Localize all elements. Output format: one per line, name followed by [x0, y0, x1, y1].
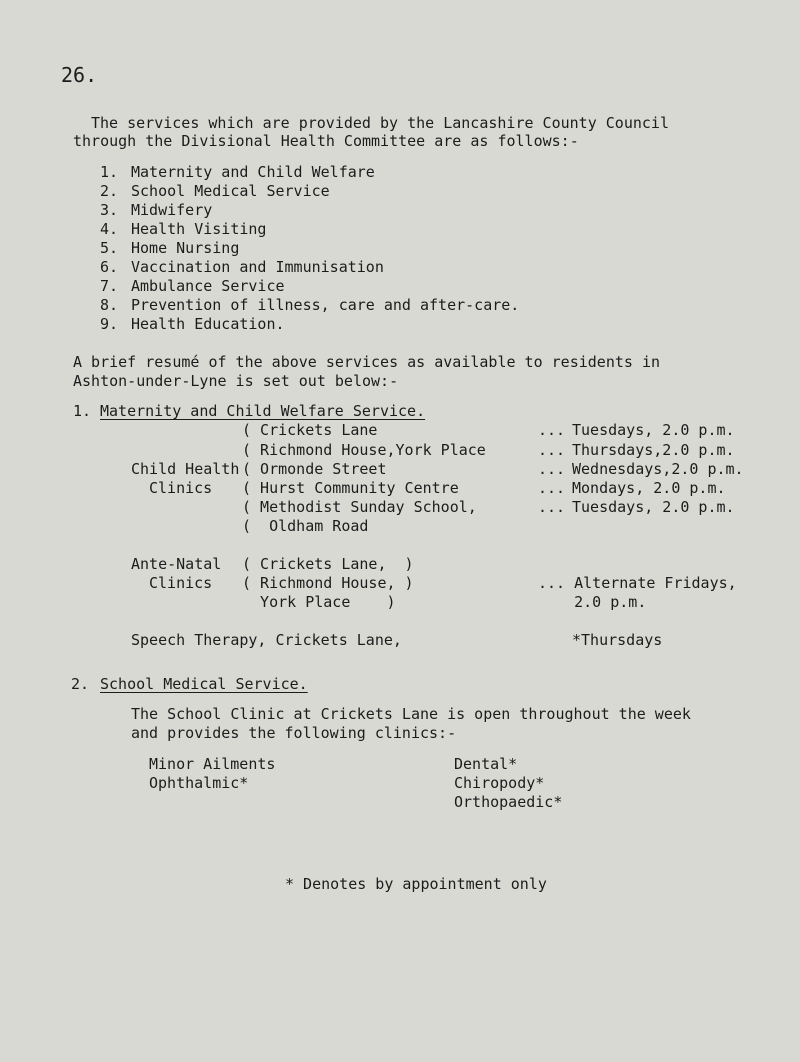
clinic-item: Minor Ailments — [149, 755, 276, 773]
clinic-item: Chiropody* — [454, 774, 545, 792]
antenatal-label: Clinics — [149, 574, 213, 592]
antenatal-place: ( Richmond House, ) — [242, 574, 414, 592]
clinic-time: Tuesdays, 2.0 p.m. — [572, 498, 735, 516]
list-item: Health Visiting — [131, 220, 267, 238]
list-item: School Medical Service — [131, 182, 330, 200]
clinic-item: Ophthalmic* — [149, 774, 249, 792]
list-item: Prevention of illness, care and after-care. — [131, 296, 520, 314]
clinic-dots: ... — [538, 441, 566, 459]
page-number: 26. — [61, 63, 98, 87]
clinic-place: ( Methodist Sunday School, — [242, 498, 477, 516]
clinic-dots: ... — [538, 421, 566, 439]
clinic-place: ( Oldham Road — [242, 517, 369, 535]
list-item: Ambulance Service — [131, 277, 285, 295]
clinic-time: Wednesdays,2.0 p.m. — [572, 460, 744, 478]
clinic-dots: ... — [538, 498, 566, 516]
list-item-number: 5. — [100, 239, 119, 257]
paragraph-line: The School Clinic at Crickets Lane is open throughout the week — [131, 705, 691, 723]
list-item: Home Nursing — [131, 239, 240, 257]
antenatal-place: York Place ) — [242, 593, 396, 611]
clinic-dots: ... — [538, 460, 566, 478]
intro-line: The services which are provided by the Lancashire County Council — [91, 114, 669, 132]
clinic-place: ( Crickets Lane — [242, 421, 378, 439]
list-item-number: 8. — [100, 296, 119, 314]
clinic-place: ( Richmond House,York Place — [242, 441, 486, 459]
list-item-number: 4. — [100, 220, 119, 238]
footnote: * Denotes by appointment only — [285, 875, 547, 893]
paragraph-line: and provides the following clinics:- — [131, 724, 457, 742]
list-item-number: 6. — [100, 258, 119, 276]
child-health-label: Child Health — [131, 460, 240, 478]
list-item-number: 9. — [100, 315, 119, 333]
section-heading: School Medical Service. — [100, 675, 308, 693]
antenatal-label: Ante-Natal — [131, 555, 222, 573]
list-item-number: 2. — [100, 182, 119, 200]
list-item: Health Education. — [131, 315, 285, 333]
clinic-time: Mondays, 2.0 p.m. — [572, 479, 726, 497]
clinic-dots: ... — [538, 479, 566, 497]
clinic-time: Thursdays,2.0 p.m. — [572, 441, 735, 459]
list-item: Maternity and Child Welfare — [131, 163, 375, 181]
antenatal-time: ... Alternate Fridays, — [538, 574, 737, 592]
speech-therapy-time: *Thursdays — [572, 631, 663, 649]
section-heading: Maternity and Child Welfare Service. — [100, 402, 426, 420]
list-item-number: 1. — [100, 163, 119, 181]
speech-therapy-label: Speech Therapy, Crickets Lane, — [131, 631, 402, 649]
clinic-item: Orthopaedic* — [454, 793, 563, 811]
child-health-label: Clinics — [149, 479, 213, 497]
clinic-place: ( Hurst Community Centre — [242, 479, 459, 497]
clinic-time: Tuesdays, 2.0 p.m. — [572, 421, 735, 439]
list-item-number: 3. — [100, 201, 119, 219]
section-number: 1. — [73, 402, 92, 420]
clinic-place: ( Ormonde Street — [242, 460, 387, 478]
resume-line: Ashton-under-Lyne is set out below:- — [73, 372, 399, 390]
section-number: 2. — [71, 675, 90, 693]
clinic-item: Dental* — [454, 755, 518, 773]
intro-line: through the Divisional Health Committee are as follows:- — [73, 132, 579, 150]
resume-line: A brief resumé of the above services as available to residents in — [73, 353, 660, 371]
list-item-number: 7. — [100, 277, 119, 295]
list-item: Vaccination and Immunisation — [131, 258, 384, 276]
list-item: Midwifery — [131, 201, 213, 219]
antenatal-place: ( Crickets Lane, ) — [242, 555, 414, 573]
antenatal-time: 2.0 p.m. — [538, 593, 647, 611]
